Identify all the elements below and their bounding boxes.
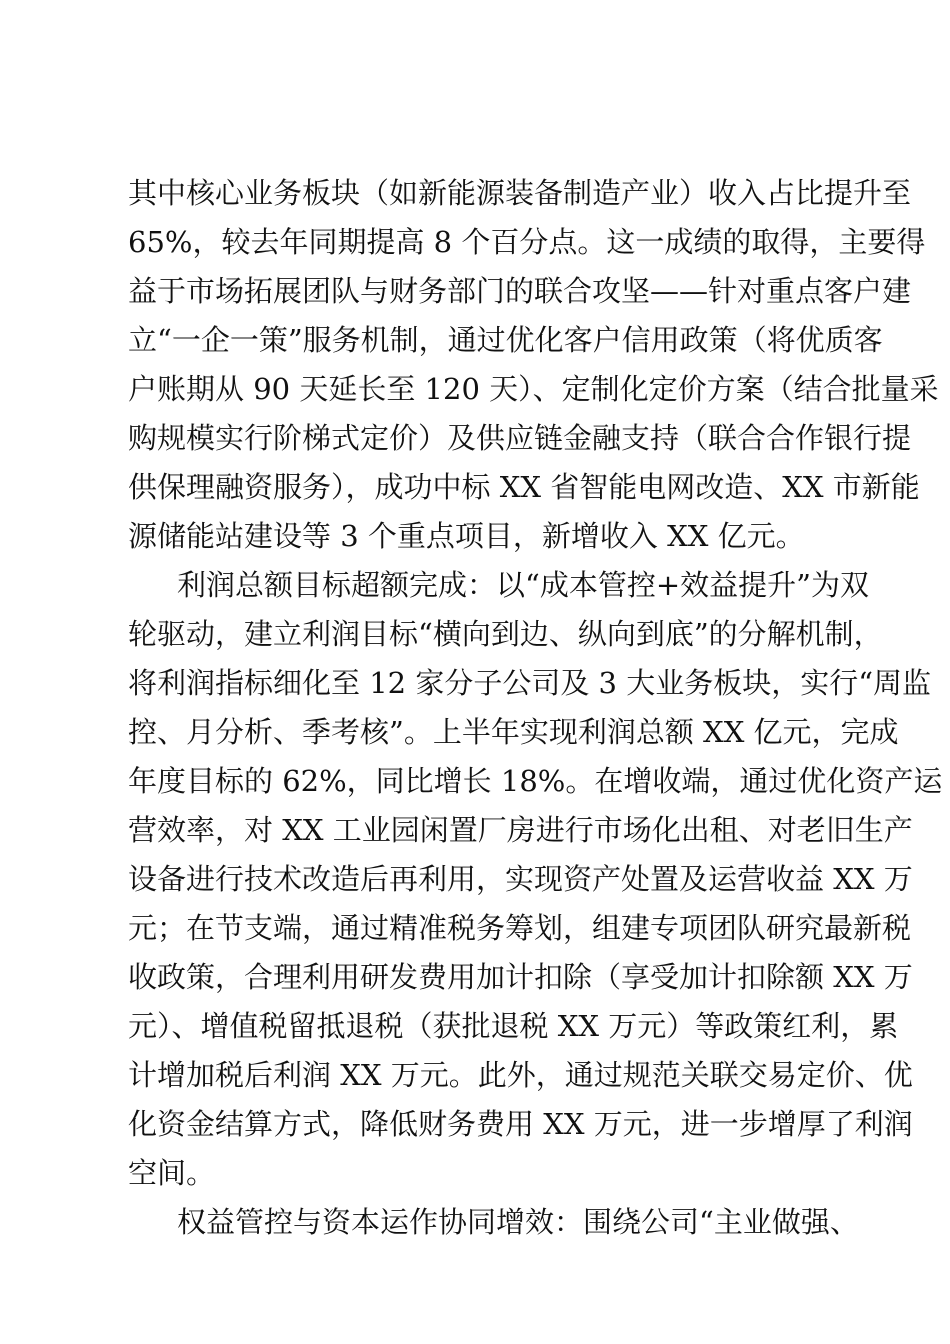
text-line: 营效率，对 XX 工业园闲置厂房进行市场化出租、对老旧生产 (128, 813, 913, 847)
paragraph-revenue (128, 169, 939, 561)
document-page (128, 169, 943, 1247)
text-line: 购规模实行阶梯式定价）及供应链金融支持（联合合作银行提 (128, 421, 912, 455)
text-line: 户账期从 90 天延长至 120 天）、定制化定价方案（结合批量采 (128, 372, 939, 406)
text-line: 年度目标的 62%，同比增长 18%。在增收端，通过优化资产运 (128, 764, 943, 798)
paragraph-equity (128, 1198, 859, 1247)
text-line: 利润总额目标超额完成：以“成本管控+效益提升”为双 (177, 568, 869, 602)
text-line: 元）、增值税留抵退税（获批退税 XX 万元）等政策红利，累 (128, 1009, 899, 1043)
text-line: 元；在节支端，通过精准税务筹划，组建专项团队研究最新税 (128, 911, 912, 945)
text-line: 控、月分析、季考核”。上半年实现利润总额 XX 亿元，完成 (128, 715, 899, 749)
text-line: 空间。 (128, 1156, 216, 1190)
text-line: 益于市场拓展团队与财务部门的联合攻坚——针对重点客户建 (128, 274, 912, 308)
text-line: 将利润指标细化至 12 家分子公司及 3 大业务板块，实行“周监 (128, 666, 932, 700)
text-line: 其中核心业务板块（如新能源装备制造产业）收入占比提升至 (128, 176, 912, 210)
text-line: 立“一企一策”服务机制，通过优化客户信用政策（将优质客 (128, 323, 883, 357)
text-line: 供保理融资服务），成功中标 XX 省智能电网改造、XX 市新能 (128, 470, 920, 504)
text-line: 收政策，合理利用研发费用加计扣除（享受加计扣除额 XX 万 (128, 960, 913, 994)
paragraph-profit (128, 561, 943, 1198)
text-line: 轮驱动，建立利润目标“横向到边、纵向到底”的分解机制， (128, 617, 883, 651)
text-line: 权益管控与资本运作协同增效：围绕公司“主业做强、 (177, 1205, 859, 1239)
text-line: 65%，较去年同期提高 8 个百分点。这一成绩的取得，主要得 (128, 225, 926, 259)
text-line: 化资金结算方式，降低财务费用 XX 万元，进一步增厚了利润 (128, 1107, 913, 1141)
text-line: 计增加税后利润 XX 万元。此外，通过规范关联交易定价、优 (128, 1058, 913, 1092)
text-line: 源储能站建设等 3 个重点项目，新增收入 XX 亿元。 (128, 519, 805, 553)
text-line: 设备进行技术改造后再利用，实现资产处置及运营收益 XX 万 (128, 862, 913, 896)
